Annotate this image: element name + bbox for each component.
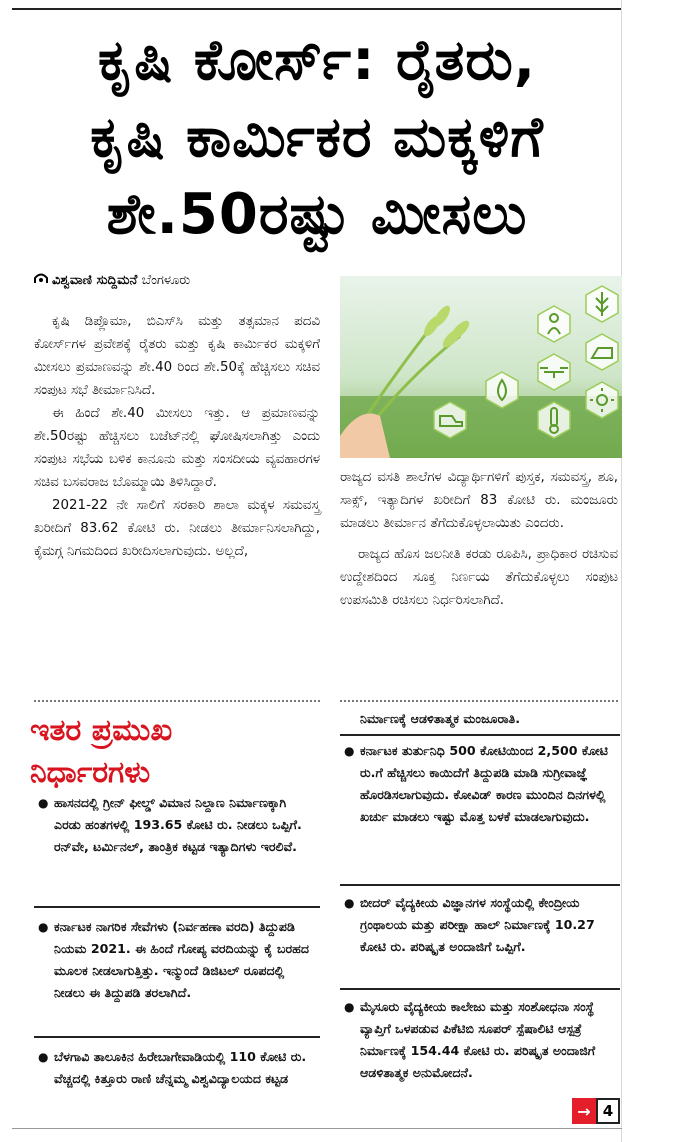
bullet-icon: ●	[344, 1000, 355, 1014]
continued-on-page[interactable]	[572, 1098, 620, 1124]
item-separator	[34, 1036, 320, 1038]
item-separator	[340, 734, 620, 736]
article-paragraph: 2021-22 ನೇ ಸಾಲಿಗೆ ಸರಕಾರಿ ಶಾಲಾ ಮಕ್ಕಳ ಸಮವಸ್ತ್ರ ಖರೀದಿಗೆ 83.62 ಕೋಟಿ ರು. ನೀಡಲು ತೀರ್ಮಾನಿಸಲಾಗಿದ್ದು, ಕೈಮಗ್ಗ ನಿಗಮದಿಂದ ಖರೀದಿಸಲಾಗುವುದು. ಅಲ್ಲದೆ,	[34, 498, 320, 559]
article-paragraph: ಕೃಷಿ ಡಿಪ್ಲೊಮಾ, ಬಿಎಸ್‌ಸಿ ಮತ್ತು ತತ್ಸಮಾನ ಪದವಿ ಕೋರ್ಸ್‌ಗಳ ಪ್ರವೇಶಕ್ಕೆ ರೈತರು ಮತ್ತು ಕೃಷಿ ಕಾರ್ಮಿಕರ ಮಕ್ಕಳಿಗೆ ಮೀಸಲು ಪ್ರಮಾಣವನ್ನು ಶೇ.40 ರಿಂದ ಶೇ.50ಕ್ಕೆ ಹೆಚ್ಚಿಸಲು ಸಚಿವ ಸಂಪುಟ ಸಭೆ ತೀರ್ಮಾನಿಸಿದೆ.	[34, 314, 320, 398]
list-item-text: ಕರ್ನಾಟಕ ತುರ್ತುನಿಧಿ 500 ಕೋಟಿಯಿಂದ 2,500 ಕೋಟಿ ರು.ಗೆ ಹೆಚ್ಚಿಸಲು ಕಾಯಿದೆಗೆ ತಿದ್ದುಪಡಿ ಮಾಡಿ ಸುಗ್ರೀವಾಜ್ಞೆ ಹೊರಡಿಸಲಾಗುವುದು. ಕೋವಿಡ್ ಕಾರಣ ಮುಂದಿನ ದಿನಗಳಲ್ಲಿ ಖರ್ಚು ಮಾಡಲು ಇಷ್ಟು ಮೊತ್ತ ಬಳಕೆ ಮಾಡಲಾಗುವುದು.	[360, 743, 608, 824]
section-title-line-1: ಇತರ ಪ್ರಮುಖ	[30, 713, 173, 748]
item-separator	[340, 884, 620, 886]
list-item	[344, 996, 618, 1084]
list-item	[38, 1046, 316, 1090]
byline-city: ಬೆಂಗಳೂರು	[141, 273, 191, 288]
list-item-text: ನಿರ್ಮಾಣಕ್ಕೆ ಆಡಳಿತಾತ್ಮಕ ಮಂಜೂರಾತಿ.	[360, 711, 521, 726]
article-right-column	[340, 466, 618, 612]
section-title	[30, 710, 320, 794]
list-item-text: ಮೈಸೂರು ವೈದ್ಯಕೀಯ ಕಾಲೇಜು ಮತ್ತು ಸಂಶೋಧನಾ ಸಂಸ್ಥೆ ವ್ಯಾಪ್ತಿಗೆ ಒಳಪಡುವ ಪಿಕೆಟಿಬಿ ಸೂಪರ್ ಸ್ಪೆಷಾಲಿಟಿ ಆಸ್ಪತ್ರೆ ನಿರ್ಮಾಣಕ್ಕೆ 154.44 ಕೋಟಿ ರು. ಪರಿಷ್ಕೃತ ಅಂದಾಜಿಗೆ ಆಡಳಿತಾತ್ಮಕ ಅನುಮೋದನೆ.	[360, 999, 596, 1080]
bullet-icon: ●	[344, 744, 355, 758]
section-divider	[340, 700, 618, 702]
byline	[34, 273, 190, 288]
list-item-continuation	[360, 708, 618, 730]
article-paragraph: ಈ ಹಿಂದೆ ಶೇ.40 ಮೀಸಲು ಇತ್ತು. ಆ ಪ್ರಮಾಣವನ್ನು ಶೇ.50ರಷ್ಟು ಹೆಚ್ಚಿಸಲು ಬಜೆಟ್‌ನಲ್ಲಿ ಘೋಷಿಸಲಾಗಿತ್ತು ಎಂದು ಸಂಪುಟ ಸಭೆಯ ಬಳಿಕ ಕಾನೂನು ಮತ್ತು ಸಂಸದೀಯ ವ್ಯವಹಾರಗಳ ಸಚಿವ ಬಸವರಾಜ ಬೊಮ್ಮಾಯಿ ತಿಳಿಸಿದ್ದಾರೆ.	[34, 406, 320, 490]
list-item	[344, 740, 618, 828]
bureau-icon	[34, 273, 48, 288]
list-item-text: ಕರ್ನಾಟಕ ನಾಗರಿಕ ಸೇವೆಗಳು (ನಿರ್ವಹಣಾ ವರದಿ) ತಿದ್ದುಪಡಿ ನಿಯಮ 2021. ಈ ಹಿಂದೆ ಗೋಪ್ಯ ವರದಿಯನ್ನು ಕೈ ಬರಹದ ಮೂಲಕ ನೀಡಲಾಗುತ್ತಿತ್ತು. ಇನ್ಮುಂದೆ ಡಿಜಿಟಲ್ ರೂಪದಲ್ಲಿ ನೀಡಲು ಈ ತಿದ್ದುಪಡಿ ತರಲಾಗಿದೆ.	[54, 919, 309, 1000]
headline-line-2: ಕೃಷಿ ಕಾರ್ಮಿಕರ ಮಕ್ಕಳಿಗೆ	[90, 105, 544, 170]
bullet-icon: ●	[38, 796, 49, 810]
list-item	[38, 792, 316, 858]
article-paragraph: ರಾಜ್ಯದ ವಸತಿ ಶಾಲೆಗಳ ವಿದ್ಯಾರ್ಥಿಗಳಿಗೆ ಪುಸ್ತಕ, ಸಮವಸ್ತ್ರ, ಶೂ, ಸಾಕ್ಸ್, ಇತ್ಯಾದಿಗಳ ಖರೀದಿಗೆ 83 ಕೋಟಿ ರು. ಮಂಜೂರು ಮಾಡಲು ತೀರ್ಮಾನ ತೆಗೆದುಕೊಳ್ಳಲಾಯಿತು ಎಂದರು.	[340, 470, 618, 531]
byline-source: ವಿಶ್ವವಾಣಿ ಸುದ್ದಿಮನೆ	[52, 273, 138, 288]
headline-line-3: ಶೇ.50ರಷ್ಟು ಮೀಸಲು	[106, 182, 528, 247]
bullet-icon: ●	[38, 1050, 49, 1064]
list-item	[344, 892, 618, 958]
headline-line-1: ಕೃಷಿ ಕೋರ್ಸ್‌: ರೈತರು,	[97, 28, 537, 93]
page-edge	[621, 0, 622, 1142]
top-rule	[12, 8, 622, 10]
bullet-icon: ●	[38, 920, 49, 934]
list-item	[38, 916, 316, 1004]
article-left-column	[34, 310, 320, 563]
headline	[14, 22, 620, 253]
item-separator	[340, 988, 620, 990]
agriculture-photo	[340, 276, 622, 458]
continued-page-number: 4	[596, 1098, 620, 1124]
item-separator	[34, 906, 320, 908]
list-item-text: ಹಾಸನದಲ್ಲಿ ಗ್ರೀನ್ ಫೀಲ್ಡ್ ವಿಮಾನ ನಿಲ್ದಾಣ ನಿರ್ಮಾಣಕ್ಕಾಗಿ ಎರಡು ಹಂತಗಳಲ್ಲಿ 193.65 ಕೋಟಿ ರು. ನೀಡಲು ಒಪ್ಪಿಗೆ. ರನ್‌ವೇ, ಟರ್ಮಿನಲ್, ತಾಂತ್ರಿಕ ಕಟ್ಟಡ ಇತ್ಯಾದಿಗಳು ಇರಲಿವೆ.	[54, 795, 302, 854]
bottom-rule	[12, 1128, 622, 1129]
section-title-line-2: ನಿರ್ಧಾರಗಳು	[30, 755, 151, 790]
bullet-icon: ●	[344, 896, 355, 910]
section-divider	[34, 700, 320, 702]
article-paragraph: ರಾಜ್ಯದ ಹೊಸ ಜಲನೀತಿ ಕರಡು ರೂಪಿಸಿ, ಪ್ರಾಧಿಕಾರ ರಚಿಸುವ ಉದ್ದೇಶದಿಂದ ಸೂಕ್ತ ನಿರ್ಣಯ ತೆಗೆದುಕೊಳ್ಳಲು ಸಂಪುಟ ಉಪಸಮಿತಿ ರಚಿಸಲು ನಿರ್ಧರಿಸಲಾಗಿದೆ.	[340, 547, 618, 608]
arrow-right-icon: →	[572, 1098, 596, 1124]
list-item-text: ಬೆಳಗಾವಿ ತಾಲೂಕಿನ ಹಿರೇಬಾಗೇವಾಡಿಯಲ್ಲಿ 110 ಕೋಟಿ ರು. ವೆಚ್ಚದಲ್ಲಿ ಕಿತ್ತೂರು ರಾಣಿ ಚೆನ್ನಮ್ಮ ವಿಶ್ವವಿದ್ಯಾಲಯದ ಕಟ್ಟಡ	[54, 1049, 307, 1086]
list-item-text: ಬೀದರ್ ವೈದ್ಯಕೀಯ ವಿಜ್ಞಾನಗಳ ಸಂಸ್ಥೆಯಲ್ಲಿ ಕೇಂದ್ರೀಯ ಗ್ರಂಥಾಲಯ ಮತ್ತು ಪರೀಕ್ಷಾ ಹಾಲ್ ನಿರ್ಮಾಣಕ್ಕೆ 10.27 ಕೋಟಿ ರು. ಪರಿಷ್ಕೃತ ಅಂದಾಜಿಗೆ ಒಪ್ಪಿಗೆ.	[360, 895, 595, 954]
